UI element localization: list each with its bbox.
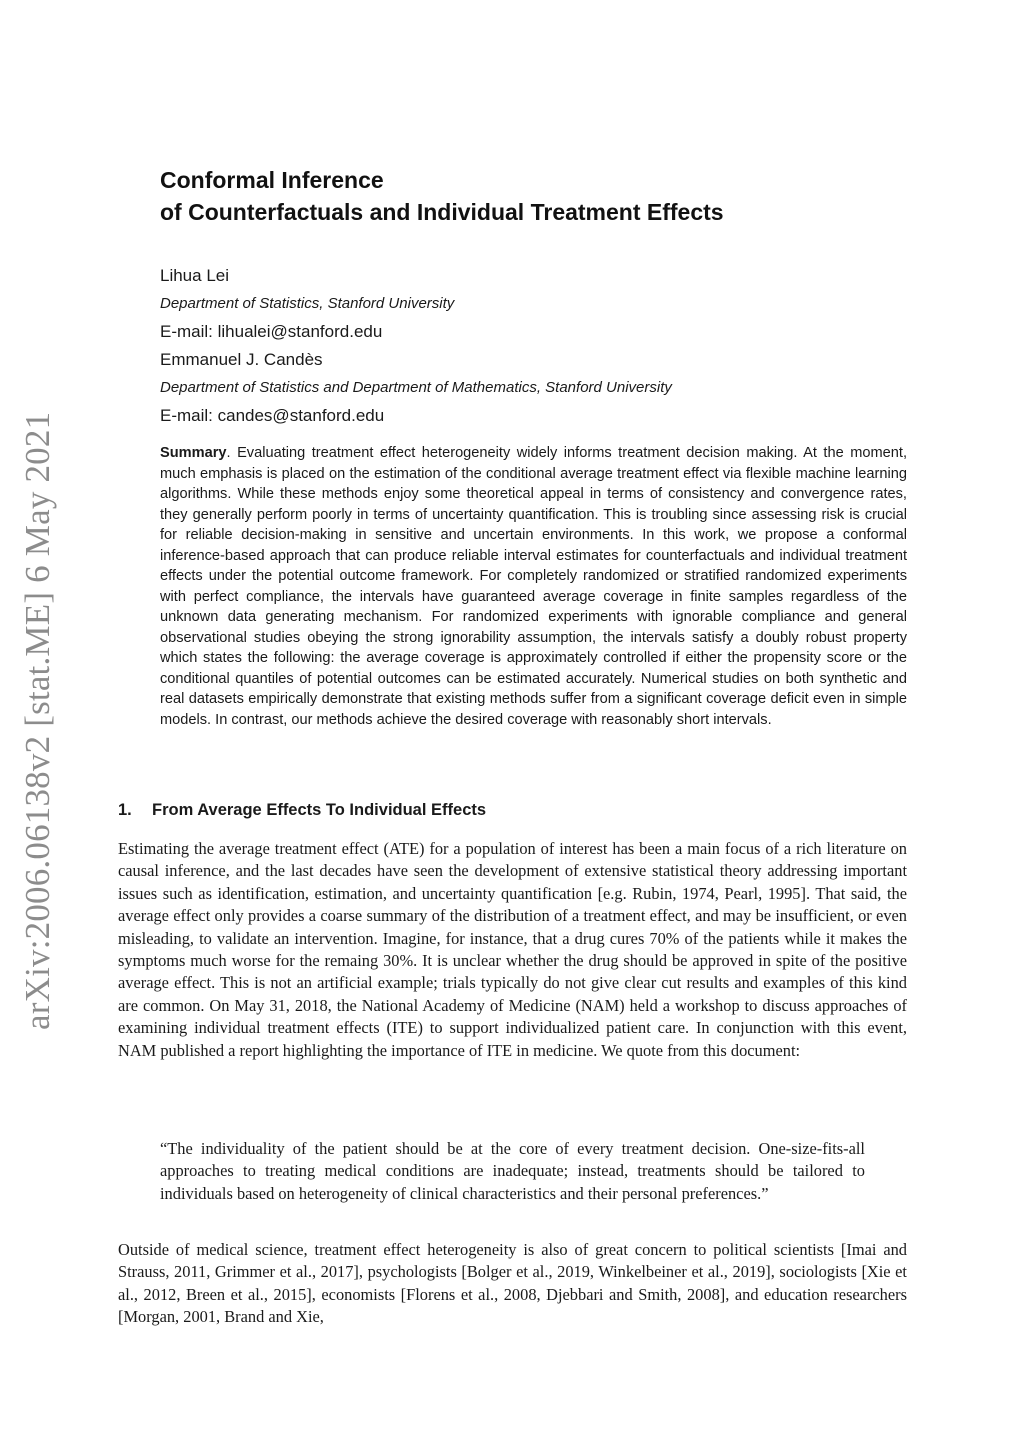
author-email: E-mail: candes@stanford.edu: [160, 406, 385, 425]
author-name: Lihua Lei: [160, 266, 230, 285]
abstract: [160, 443, 907, 730]
paper-title: [160, 164, 724, 228]
paper-title-line-2: of Counterfactuals and Individual Treatment Effects: [160, 199, 724, 225]
body-paragraph: Outside of medical science, treatment effect heterogeneity is also of great concern to political scientists [Imai and Strauss, 2011, Grimmer et al., 2017], psychologists [Bolger et al., 2019, Winkelbeiner et al., 2019], sociologists [Xie et al., 2012, Breen et al., 2015], economists [Florens et al., 2008, Djebbari and Smith, 2008], and education researchers [Morgan, 2001, Brand and Xie,: [118, 1240, 907, 1327]
block-quote: “The individuality of the patient should be at the core of every treatment decision. One-size-fits-all approaches to treating medical conditions are inadequate; instead, treatments should be tailored to individuals based on heterogeneity of clinical characteristics and their personal preferences.”: [160, 1139, 865, 1203]
arxiv-identifier-stamp: arXiv:2006.06138v2 [stat.ME] 6 May 2021: [18, 411, 57, 1030]
body-paragraph: Estimating the average treatment effect (ATE) for a population of interest has been a main focus of a rich literature on causal inference, and the last decades have seen the development of extensive statistical theory addressing important issues such as identification, estimation, and uncertainty quantification [e.g. Rubin, 1974, Pearl, 1995]. That said, the average effect only provides a coarse summary of the distribution of a treatment effect, and may be insufficient, or even misleading, to validate an intervention. Imagine, for instance, that a drug cures 70% of the patients while it makes the symptoms much worse for the remaing 30%. It is unclear whether the drug should be approved in spite of the positive average effect. This is not an artificial example; trials typically do not give clear cut results and examples of this kind are common. On May 31, 2018, the National Academy of Medicine (NAM) held a workshop to discuss approaches of examining individual treatment effects (ITE) to support individualized patient care. In conjunction with this event, NAM published a report highlighting the importance of ITE in medicine. We quote from this document:: [118, 839, 907, 1060]
section-heading: [118, 801, 486, 820]
paper-title-line-1: Conformal Inference: [160, 167, 384, 193]
author-affiliation: Department of Statistics and Department of Mathematics, Stanford University: [160, 379, 672, 396]
section-number: 1.: [118, 801, 132, 819]
section-title: From Average Effects To Individual Effects: [152, 801, 487, 819]
author-name: Emmanuel J. Candès: [160, 350, 323, 369]
author-block: [160, 262, 672, 430]
abstract-label: Summary: [160, 445, 227, 461]
abstract-text: . Evaluating treatment effect heterogeneity widely informs treatment decision making. At the moment, much emphasis is placed on the estimation of the conditional average treatment effect via flexible machine learning algorithms. While these methods enjoy some theoretical appeal in terms of consistency and convergence rates, they generally perform poorly in terms of uncertainty quantification. This is troubling since assessing risk is crucial for reliable decision-making in sensitive and uncertain environments. In this work, we propose a conformal inference-based approach that can produce reliable interval estimates for counterfactuals and individual treatment effects under the potential outcome framework. For completely randomized or stratified randomized experiments with perfect compliance, the intervals have guaranteed average coverage in finite samples regardless of the unknown data generating mechanism. For randomized experiments with ignorable compliance and general observational studies obeying the strong ignorability assumption, the intervals satisfy a doubly robust property which states the following: the average coverage is approximately controlled if either the propensity score or the conditional quantiles of potential outcomes can be estimated accurately. Numerical studies on both synthetic and real datasets empirically demonstrate that existing methods suffer from a significant coverage deficit even in simple models. In contrast, our methods achieve the desired coverage with reasonably short intervals.: [160, 445, 907, 728]
author-email: E-mail: lihualei@stanford.edu: [160, 322, 383, 341]
author-affiliation: Department of Statistics, Stanford University: [160, 295, 455, 312]
